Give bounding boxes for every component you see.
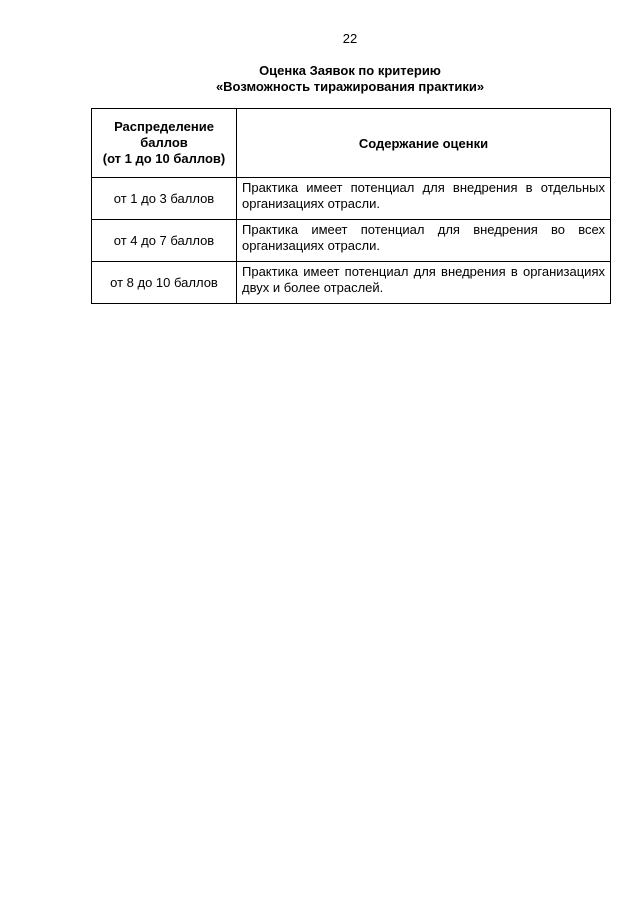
score-table	[91, 108, 611, 304]
header-col1-line-3: (от 1 до 10 баллов)	[102, 151, 226, 166]
table-header-row	[92, 109, 611, 178]
header-score-distribution	[92, 109, 237, 178]
header-col1-line-2: баллов	[140, 135, 188, 150]
document-title	[0, 63, 640, 95]
description-cell: Практика имеет потенциал для внедрения в отдельных организациях отрасли.	[237, 178, 611, 220]
description-cell: Практика имеет потенциал для внедрения во всех организациях отрасли.	[237, 220, 611, 262]
score-range-cell: от 8 до 10 баллов	[92, 262, 237, 304]
header-col1-line-1: Распределение	[114, 119, 214, 134]
table-row	[92, 220, 611, 262]
table-row	[92, 262, 611, 304]
header-assessment-content: Содержание оценки	[237, 109, 611, 178]
page-number: 22	[342, 31, 358, 46]
title-line-2: «Возможность тиражирования практики»	[215, 79, 485, 94]
title-line-1: Оценка Заявок по критерию	[259, 63, 441, 78]
score-range-cell: от 4 до 7 баллов	[92, 220, 237, 262]
description-cell: Практика имеет потенциал для внедрения в организациях двух и более отраслей.	[237, 262, 611, 304]
table-row	[92, 178, 611, 220]
score-range-cell: от 1 до 3 баллов	[92, 178, 237, 220]
